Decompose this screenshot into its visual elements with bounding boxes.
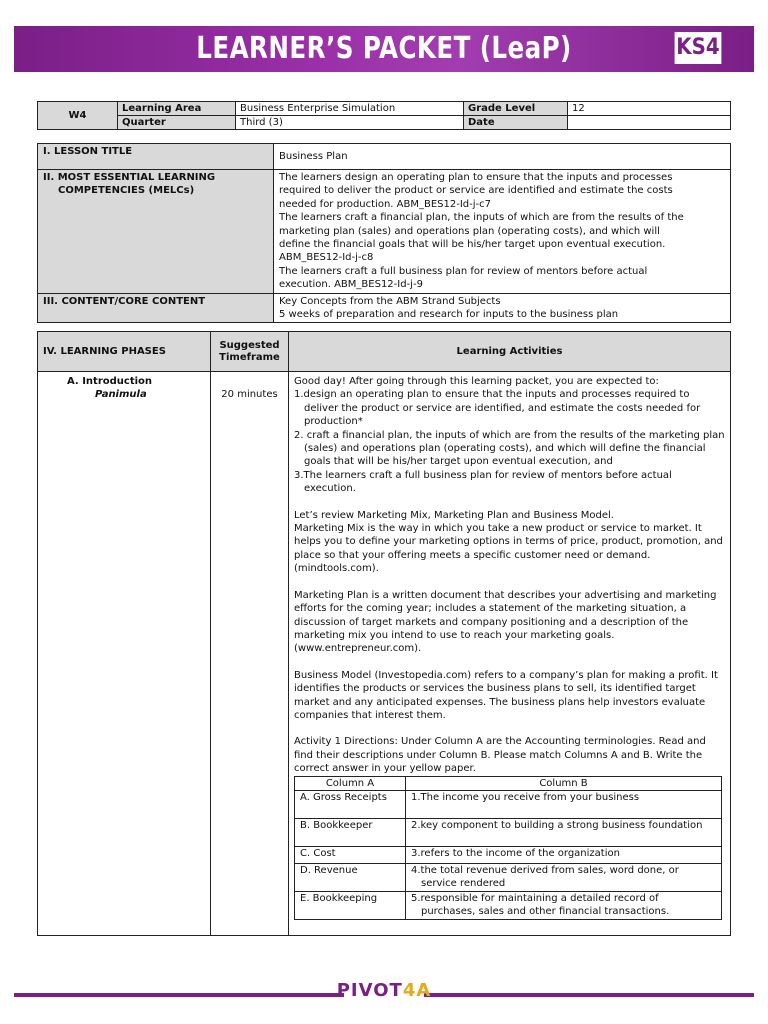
review-title: Let’s review Marketing Mix, Marketing Plan and Business Model. [294,509,614,521]
activities-header: Learning Activities [289,332,731,372]
column-a-header: Column A [295,776,406,790]
content-line: 5 weeks of preparation and research for inputs to the business plan [279,309,619,321]
melc-value [274,170,731,294]
activity-directions: Activity 1 Directions: Under Column A are the Accounting terminologies. Read and find their descriptions under Column B. Please match Columns A and B. Write the correct answer in your yellow paper. [294,736,706,775]
page-title: LEARNER’S PACKET (LeaP) [196,31,572,66]
marketing-plan-paragraph: Marketing Plan is a written document that describes your advertising and marketing efforts for the coming year; includes a statement of the marketing situation, a discussion of target markets and company positioning and a description of the marketing mix you intend to use to reach your marketing goals. (www.entrepreneur.com). [294,589,717,655]
lesson-table [37,143,731,323]
date-value [568,116,731,130]
column-b-text: 3.refers to the income of the organization [411,847,620,859]
melc-label [38,170,274,294]
timeframe-cell: 20 minutes [211,372,289,936]
column-b-item [406,863,722,891]
pivot-logo-accent: 4A [402,980,432,1001]
column-a-item: D. Revenue [295,863,406,891]
info-table [37,101,731,130]
column-b-text: 2.key component to building a strong business foundation [411,819,703,831]
week-cell: W4 [38,102,118,130]
melc-line: define the financial goals that will be his/her target upon eventual execution. [279,239,666,251]
column-b-text: 1.The income you receive from your business [411,791,640,803]
objective-item: 3.The learners craft a full business plan for review of mentors before actual execution. [294,469,672,495]
melc-line: execution. ABM_BES12-Id-j-9 [279,279,423,291]
phase-name: A. Introduction [67,376,153,387]
content-line: Key Concepts from the ABM Strand Subjects [279,295,501,307]
column-b-item [406,818,722,846]
ks-badge: KS4 [675,32,722,64]
grade-level-value: 12 [568,102,731,116]
column-a-item: B. Bookkeeper [295,818,406,846]
date-label: Date [464,116,568,130]
pivot-logo-main: PIVOT [336,980,403,1001]
timeframe-header: Suggested Timeframe [211,332,289,372]
matching-table [294,776,722,920]
melc-line: The learners design an operating plan to ensure that the inputs and processes [279,172,673,183]
business-model-paragraph: Business Model (Investopedia.com) refers to a company’s plan for making a profit. It identifies the products or services the business plans to sell, its identified target market and any anticipated expenses. The business plans help investors evaluate companies that interest them. [294,669,718,721]
melc-line: needed for production. ABM_BES12-Id-j-c7 [279,198,491,210]
quarter-label: Quarter [118,116,236,130]
melc-line: required to deliver the product or service are identified and estimate the costs [279,185,673,197]
phases-header: IV. LEARNING PHASES [38,332,211,372]
content-value [274,293,731,323]
grade-level-label: Grade Level [464,102,568,116]
objective-item: 1.design an operating plan to ensure that the inputs and processes required to deliver the product or service are identified, and estimate the costs needed for production* [294,389,701,428]
column-b-item [406,846,722,863]
melc-label-line-2: COMPETENCIES (MELCs) [58,185,195,197]
column-b-item [406,891,722,919]
lesson-title-value: Business Plan [274,144,731,170]
melc-line: The learners craft a financial plan, the inputs of which are from the results of the [279,212,684,224]
pivot-logo [0,980,768,1001]
melc-line: ABM_BES12-Id-j-c8 [279,252,374,264]
learning-phases-table [37,331,731,936]
column-a-item: A. Gross Receipts [295,790,406,818]
content-label: III. CONTENT/CORE CONTENT [38,293,274,323]
column-b-header: Column B [406,776,722,790]
melc-label-line-1: II. MOST ESSENTIAL LEARNING [43,172,216,183]
column-a-item: C. Cost [295,846,406,863]
melc-line: The learners craft a full business plan for review of mentors before actual [279,265,648,277]
objective-item: 2. craft a financial plan, the inputs of which are from the results of the marketing plan (sales) and operations plan (operating costs), and which will define the financial goals that will be his/her target upon eventual execution, and [294,429,725,468]
column-b-text: 5.responsible for maintaining a detailed record of purchases, sales and other financial transactions. [411,892,670,918]
melc-line: marketing plan (sales) and operations plan (operating costs), and which will [279,225,660,237]
column-b-item [406,790,722,818]
column-a-item: E. Bookkeeping [295,891,406,919]
lesson-title-label: I. LESSON TITLE [38,144,274,170]
marketing-mix-paragraph: Marketing Mix is the way in which you take a new product or service to market. It helps you to define your marketing options in terms of price, product, promotion, and place so that your offering meets a specific customer need or demand. (mindtools.com). [294,523,723,575]
phase-cell [38,372,211,936]
header-banner [14,26,754,72]
activities-cell [289,372,731,936]
quarter-value: Third (3) [236,116,464,130]
intro-text: Good day! After going through this learning packet, you are expected to: [294,376,659,387]
learning-area-label: Learning Area [118,102,236,116]
column-b-text: 4.the total revenue derived from sales, word done, or service rendered [411,864,679,890]
phase-subtitle: Panimula [95,389,147,401]
learning-area-value: Business Enterprise Simulation [236,102,464,116]
